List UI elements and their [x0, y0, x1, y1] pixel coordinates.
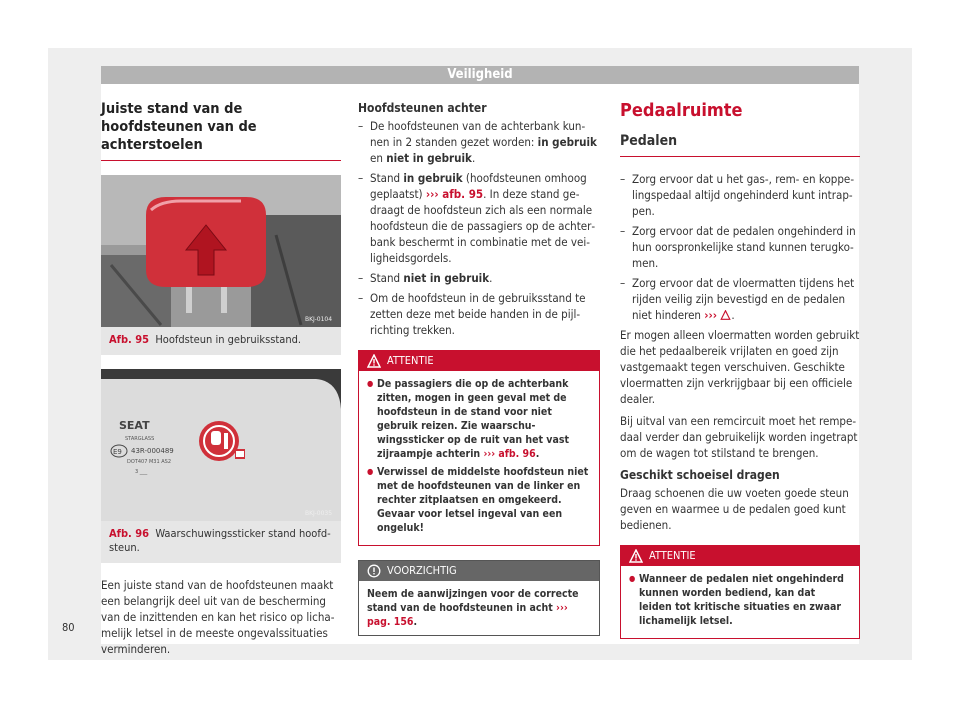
list-item: – Stand niet in gebruik. [358, 270, 600, 286]
column-left [101, 100, 341, 663]
warning-link[interactable]: ››› [704, 308, 718, 322]
sticker-brand: SEAT [119, 419, 150, 432]
warning-box [358, 350, 600, 546]
body-paragraph: Een juiste stand van de hoofdsteunen maakt een belangrijk deel uit van de bescherming van de inzittenden en kan het risico op lichamelijk letsel in de meeste ongevalssituaties verminderen. [101, 578, 335, 656]
section-heading: Juiste stand van de hoofdsteunen van de achterstoelen [101, 100, 341, 161]
figure-caption-text: Hoofdsteun in gebruiksstand. [155, 333, 302, 346]
warning-body [359, 371, 599, 545]
warning-bullet: ● Wanneer de pedalen niet ongehinderd kunnen worden bediend, kan dat leiden tot kritische situaties en zwaar lichamelijk letsel. [629, 572, 851, 628]
figure-code: BKJ-0035 [305, 510, 333, 517]
warning-icon [720, 310, 731, 320]
figure-95 [101, 175, 341, 355]
warning-icon [629, 549, 643, 563]
list-item: – Stand in gebruik (hoofdsteunen omhoog geplaatst) ››› afb. 95. In deze stand gedraagt de hoofdsteun zich als een normale hoofdsteun die de passagiers op de achterbank beschermt in combinatie met de veiligheidsgordels. [358, 170, 600, 266]
warning-icon [367, 354, 381, 368]
warning-box [620, 545, 860, 639]
svg-text:3 ___: 3 ___ [135, 469, 148, 475]
figure-link[interactable]: ››› afb. 96 [483, 448, 536, 460]
info-icon [367, 564, 381, 578]
headrest-image [101, 175, 341, 327]
column-middle [358, 100, 600, 636]
main-heading: Pedaalruimte [620, 100, 743, 121]
sub-heading: Pedalen [620, 132, 860, 157]
figure-label: Afb. 95 [109, 333, 150, 346]
figure-label: Afb. 96 [109, 527, 150, 540]
section-title: Geschikt schoeisel dragen [620, 468, 780, 482]
page-number: 80 [62, 621, 75, 634]
page-link[interactable]: ››› pag. 156 [367, 602, 568, 628]
svg-text:E9: E9 [113, 448, 122, 456]
figure-caption [101, 327, 341, 355]
body-paragraph: Er mogen alleen vloermatten worden gebruikt die het pedaalbereik vrijlaten en goed zijn vastgemaakt tegen verschuiven. Geschikte vloermatten zijn verkrijgbaar bij een officiele dealer. [620, 328, 860, 406]
note-box [358, 560, 600, 636]
figure-link[interactable]: ››› afb. 95 [425, 187, 484, 201]
note-body: Neem de aanwijzingen voor de correcte stand van de hoofdsteunen in acht ››› pag. 156. [367, 588, 579, 628]
list-item: – Zorg ervoor dat de vloermatten tijdens het rijden veilig zijn bevestigd en de pedalen niet hinderen ››› . [620, 275, 860, 323]
body-paragraph: Bij uitval van een remcircuit moet het rempedaal verder dan gebruikelijk worden ingetrapt om de wagen tot stilstand te brengen. [620, 414, 858, 460]
list-item: – Om de hoofdsteun in de gebruiksstand te zetten deze met beide handen in de pijlrichting trekken. [358, 290, 600, 338]
note-header: VOORZICHTIG [359, 561, 599, 581]
warning-body [621, 566, 859, 638]
svg-text:43R-000489: 43R-000489 [131, 447, 174, 455]
figure-caption-text: Waarschuwingssticker stand hoofdsteun. [109, 527, 331, 554]
warning-bullet: ● Verwissel de middelste hoofdsteun niet met de hoofdsteunen van de linker en rechter zitplaatsen en omgekeerd. Gevaar voor letsel ingeval van een ongeluk! [367, 465, 591, 535]
list-item: – Zorg ervoor dat de pedalen ongehinderd in hun oorspronkelijke stand kunnen terugkomen. [620, 223, 860, 271]
list-item: – Zorg ervoor dat u het gas-, rem- en koppelingspedaal altijd ongehinderd kunt intrappen. [620, 171, 860, 219]
section-title: Hoofdsteunen achter [358, 101, 487, 115]
list-item: – De hoofdsteunen van de achterbank kunnen in 2 standen gezet worden: in gebruik en niet in gebruik. [358, 118, 600, 166]
warning-header: ATTENTIE [621, 546, 859, 566]
body-paragraph: Draag schoenen die uw voeten goede steun geven en waarmee u de pedalen goed kunt bedienen. [620, 486, 849, 532]
sticker-image [101, 369, 341, 521]
figure-caption [101, 521, 341, 563]
warning-header: ATTENTIE [359, 351, 599, 371]
svg-text:STARGLASS: STARGLASS [125, 436, 155, 442]
warning-bullet: ● De passagiers die op de achterbank zitten, mogen in geen geval met de hoofdsteun in de stand voor niet gebruik reizen. Zie waarschuwingssticker op de ruit van het vast zijraampje achterin ››› afb. 96. [367, 377, 591, 461]
figure-code: BKJ-0104 [305, 316, 333, 323]
svg-text:DOT407 M31 AS2: DOT407 M31 AS2 [127, 459, 172, 465]
page-header: Veiligheid [101, 66, 859, 84]
column-right [620, 100, 860, 639]
figure-96 [101, 369, 341, 563]
